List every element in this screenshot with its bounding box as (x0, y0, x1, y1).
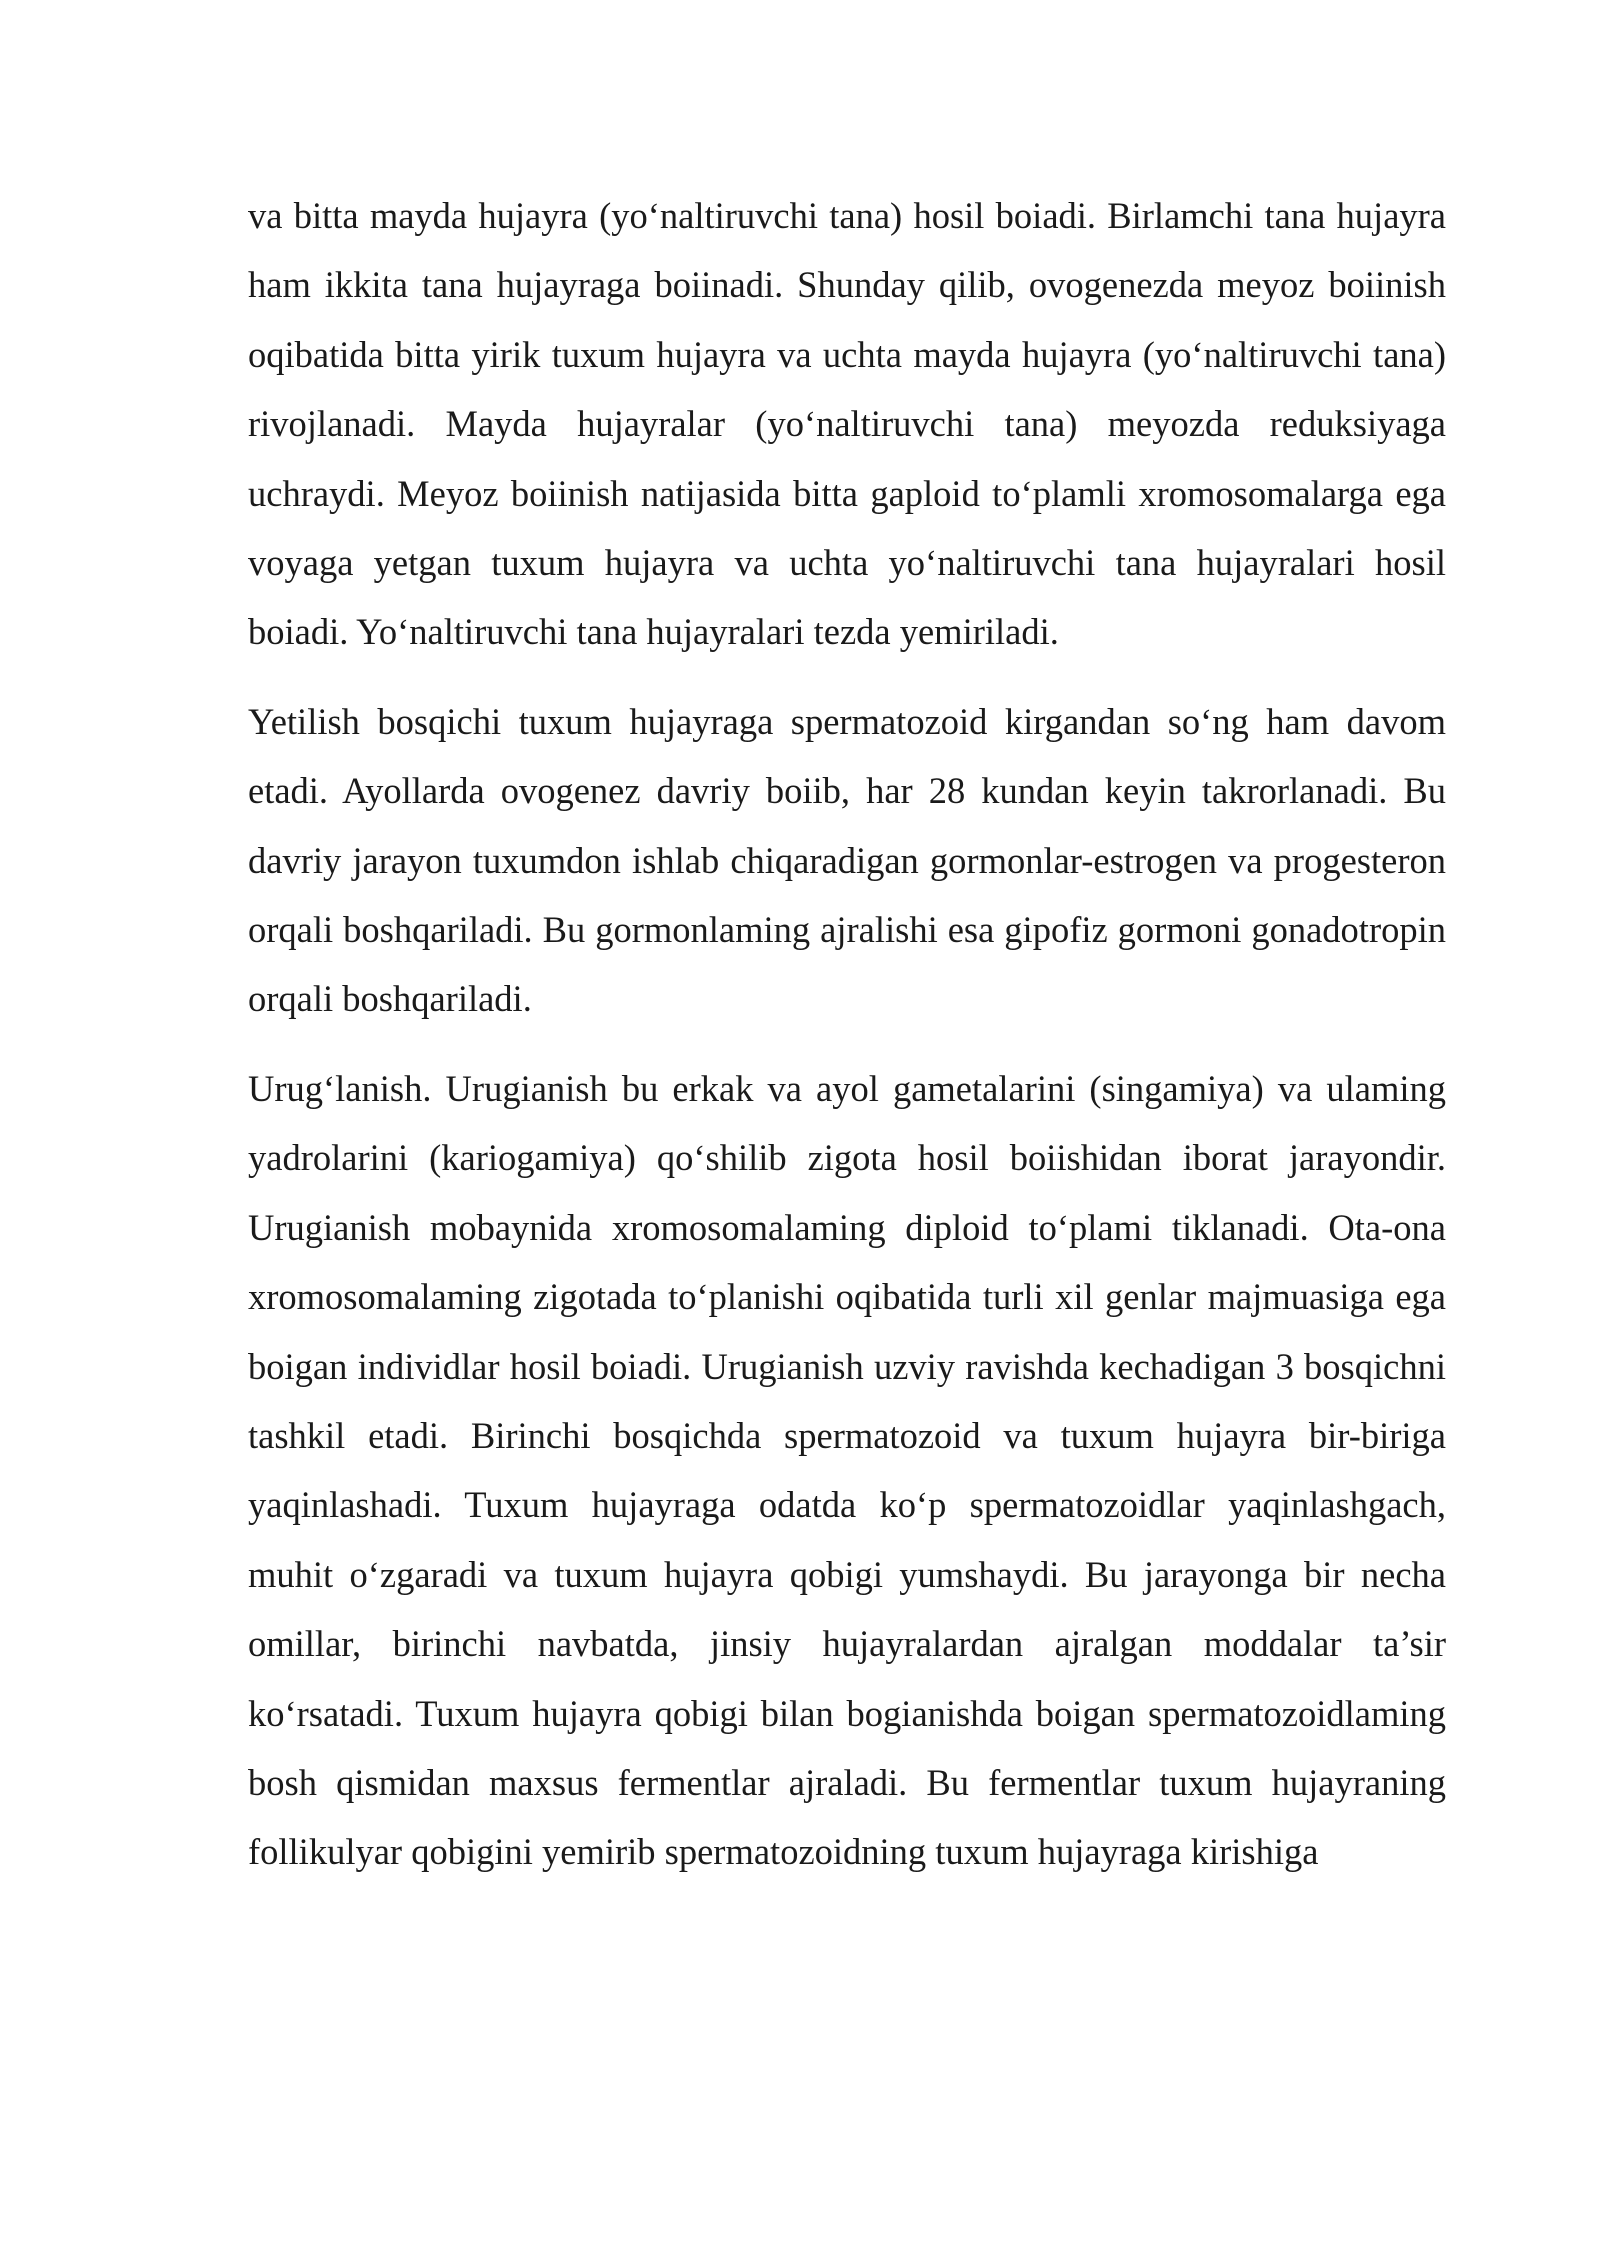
paragraph-yetilish-bosqichi: Yetilish bosqichi tuxum hujayraga spermatozoid kirgandan so‘ng ham davom etadi. Ayollarda ovogenez davriy boiib, har 28 kundan keyin takrorlanadi. Bu davriy jarayon tuxumdon ishlab chiqaradigan gormonlar-estrogen va progesteron orqali boshqariladi. Bu gormonlaming ajralishi esa gipofiz gormoni gonadotropin orqali boshqariladi. (248, 700, 1446, 1020)
paragraph-uruglanish: Urug‘lanish. Urugianish bu erkak va ayol gametalarini (singamiya) va ulaming yadrolarini (kariogamiya) qo‘shilib zigota hosil boiishidan iborat jarayondir. Urugianish mobaynida xromosomalaming diploid to‘plami tiklanadi. Ota-ona xromosomalaming zigotada to‘planishi oqibatida turli xil genlar majmuasiga ega boigan individlar hosil boiadi. Urugianish uzviy ravishda kechadigan 3 bosqichni tashkil etadi. Birinchi bosqichda spermatozoid va tuxum hujayra bir-biriga yaqinlashadi. Tuxum hujayraga odatda ko‘p spermatozoidlar yaqinlashgach, muhit o‘zgaradi va tuxum hujayra qobigi yumshaydi. Bu jarayonga bir necha omillar, birinchi navbatda, jinsiy hujayralardan ajralgan moddalar ta’sir ko‘rsatadi. Tuxum hujayra qobigi bilan bogianishda boigan spermatozoidlaming bosh qismidan maxsus fermentlar ajraladi. Bu fermentlar tuxum hujayraning follikulyar qobigini yemirib spermatozoidning tuxum hujayraga kirishiga (248, 1067, 1446, 1873)
paragraph-ovogenez-meyoz: va bitta mayda hujayra (yo‘naltiruvchi tana) hosil boiadi. Birlamchi tana hujayra ham ikkita tana hujayraga boiinadi. Shunday qilib, ovogenezda meyoz boiinish oqibatida bitta yirik tuxum hujayra va uchta mayda hujayra (yo‘naltiruvchi tana) rivojlanadi. Mayda hujayralar (yo‘naltiruvchi tana) meyozda reduksiyaga uchraydi. Meyoz boiinish natijasida bitta gaploid to‘plamli xromosomalarga ega voyaga yetgan tuxum hujayra va uchta yo‘naltiruvchi tana hujayralari hosil boiadi. Yo‘naltiruvchi tana hujayralari tezda yemiriladi. (248, 195, 1446, 653)
page-body (248, 181, 1446, 1887)
